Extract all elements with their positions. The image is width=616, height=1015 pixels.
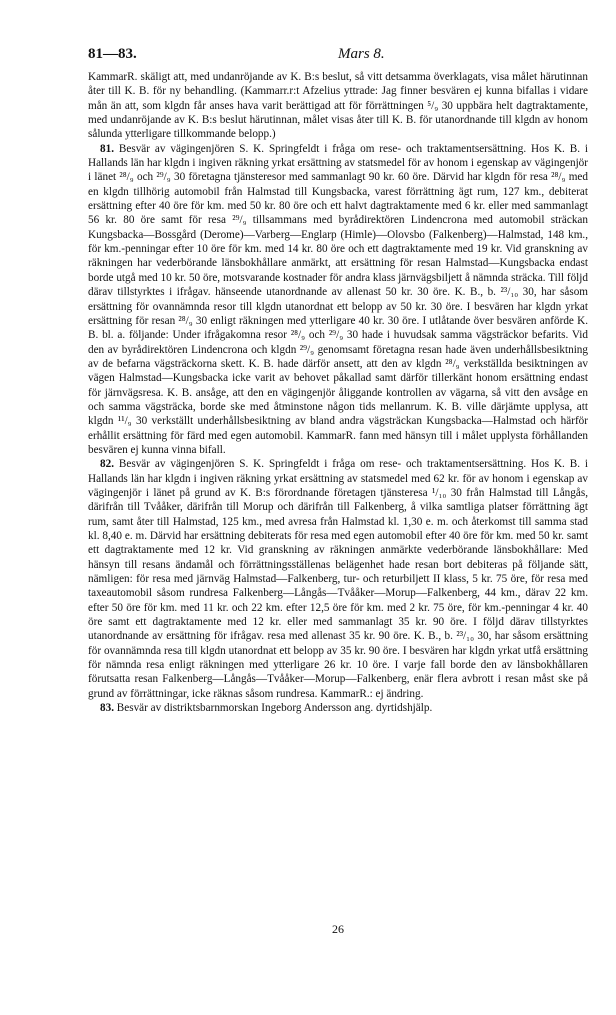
paragraph-text: Besvär av vägingenjören S. K. Springfeldt i fråga om rese- och traktamentsersättning. Hos K. B. i Hallands län har klgdn i ingiven räkning yrkat ersättning av statsmedel för av honom i egenskap av vägingenjör i länet ²⁸/₉ och ²⁹/₉ 30 företagna tjänsteresor med sammanlagt 90 kr. 60 öre. Därvid har klgdn för resa ²⁸/₉ med en klgdn tillhörig automobil från Halmstad till Kungsbacka, varest förrättning ägt rum, 127 km., debiterat ersättning efter 40 öre för km. med 50 kr. 80 öre och ett halvt dagtraktamente med 6 kr. eller med sammanlagt 56 kr. 80 öre samt för resa ²⁹/₉ tillsammans med byrådirektören Lindencrona med automobil sträckan Kungsbacka—Bossgård (Derome)—Varberg—Englarp (Himle)—Olovsbo (Falkenberg)—Halmstad, 148 km., för km.-penningar efter 10 öre för km. med 14 kr. 80 öre och ett dagtraktamente med 19 kr. Vid granskning av räkningen har vederbörande länsbokhållare anmärkt, att ersättning för resan Halmstad—Kungsbacka endast borde utgå med 10 kr. 50 öre, motsvarande kostnader för andra klass järnvägsbiljett å nämnda sträcka. Till följd därav tillstyrktes i ifrågav. hänseende utanordnande av allenast 50 kr. 30 öre. K. B., b. ²³/₁₀ 30, har såsom ersättning för ovannämnda resor till klgdn utanordnat ett belopp av 50 kr. 30 öre. I besvären har klgdn yrkat ersättning för resan ²⁸/₉ 30 enligt räkningen med ytterligare 40 kr. 30 öre. I utlåtande över besvären anförde K. B. bl. a. följande: Under ifrågakomna resor ²⁸/₉ och ²⁹/₉ 30 hade i huvudsak samma vägsträckor befarits. Vid den av byrådirektören Lindencrona och klgdn ²⁹/₉ genomsamt företagna resan hade även underhållsbesiktning av de befarna vägsträckorna skett. K. B. hade därför ansett, att den av klgdn ²⁸/₉ verkställda besiktningen av vägen Halmstad—Kungsbacka icke varit av behovet påkallad samt därför tillerkänt honom ersättning endast för järnvägsresa. K. B. ansåge, att den en vägingenjör åliggande kontrollen av vägarna, så vitt den avsåge en och samma vägsträcka, borde ske med åtminstone någon tids mellanrum. K. B. ville därjämte upplysa, att klgdn ¹¹/₉ 30 verkställt underhållsbesiktning av bland andra vägsträckan Kungsbacka—Halmstad och härför erhållit ersättning för färd med egen automobil. KammarR. fann med hänsyn till i målet upplysta förhållanden besvären ej kunna vinna bifall. bbox=[88, 142, 589, 456]
case-number: 81. bbox=[100, 142, 114, 155]
case-number: 83. bbox=[100, 702, 114, 715]
case-range: 81—83. bbox=[88, 46, 137, 62]
page-number: 26 bbox=[332, 922, 344, 936]
paragraph-case-83 bbox=[88, 701, 588, 715]
paragraph-text: KammarR. skäligt att, med undanröjande av K. B:s beslut, så vitt detsamma överklagats, visa målet härutinnan åter till K. B. för ny behandling. (Kammarr.r:t Afzelius yttrade: Jag finner besvären ej kunna bifallas i vidare mån än att, som klgdn får anses hava varit berättigad att för förrättningen ⁵/₉ 30 uppbära helt dagtraktamente, med undanröjande av K. B:s beslut härutinnan, målet visas åter till K. B. för utanordnande till klgdn av honom sålunda ytterligare tillkommande belopp.) bbox=[88, 71, 588, 141]
running-title: Mars 8. bbox=[338, 46, 385, 62]
paragraph-case-82 bbox=[88, 457, 588, 701]
paragraph-text: Besvär av vägingenjören S. K. Springfeldt i fråga om rese- och traktamentsersättning. Hos K. B. i Hallands län har klgdn i ingiven räkning yrkat ersättning av statsmedel med 62 kr. för av honom i egenskap av vägingenjör i länet på grund av K. B:s förordnande företagen tjänsteresa ¹/₁₀ 30 från Halmstad till Långås, därifrån till Tvååker, därifrån till Morup och därifrån till Falkenberg, å vilka samtliga platser förrättning ägt rum, samt åter till Halmstad, 125 km., med avresa från Halmstad kl. 1,30 e. m. och återkomst till samma stad kl. 8,40 e. m. Därvid har ersättning debiterats för resa med egen automobil efter 40 öre för km. med 50 kr. samt ett dagtraktamente med 12 kr. Vid granskning av räkningen anmärkte vederbörande länsbokhållare: Med hänsyn till resans ändamål och förrättningsställenas belägenhet hade resan bort debiteras på följande sätt, nämligen: för resa med järnväg Halmstad—Falkenberg, tur- och returbiljett II klass, 5 kr. 75 öre, för resa med taxeautomobil såsom rundresa Falkenberg—Långås—Tvååker—Morup—Falkenberg, 44 km., därav 22 km. efter 50 öre för km. med 11 kr. och 22 km. efter 12,5 öre för km. med 2 kr. 75 öre, för km.-penningar 4 kr. 40 öre samt ett dagtraktamente med 12 kr. eller med sammanlagt 35 kr. 90 öre. I följd därav tillstyrktes utanordnande av ersättning för ifrågav. resa med allenast 35 kr. 90 öre. K. B., b. ²³/₁₀ 30, har såsom ersättning för ovannämnda resa till klgdn utanordnat ett belopp av 35 kr. 90 öre. I besvären har klgdn yrkat utfå ersättning för nämnda resa enligt räkningen med ytterligare 26 kr. 10 öre. I varje fall borde den av länsbokhållaren förutsatta resan Falkenberg—Långås—Tvååker—Morup—Falkenberg, enär flera avbrott i resan måst ske på grund av förrättningar, icke räknas såsom rundresa. KammarR.: ej ändring. bbox=[88, 458, 589, 700]
paragraph-continuation bbox=[88, 70, 588, 142]
paragraph-text: Besvär av distriktsbarnmorskan Ingeborg Andersson ang. dyrtidshjälp. bbox=[116, 702, 433, 715]
paragraph-case-81 bbox=[88, 142, 588, 458]
case-number: 82. bbox=[100, 458, 114, 471]
body-text bbox=[88, 70, 588, 715]
page-header bbox=[88, 40, 588, 66]
